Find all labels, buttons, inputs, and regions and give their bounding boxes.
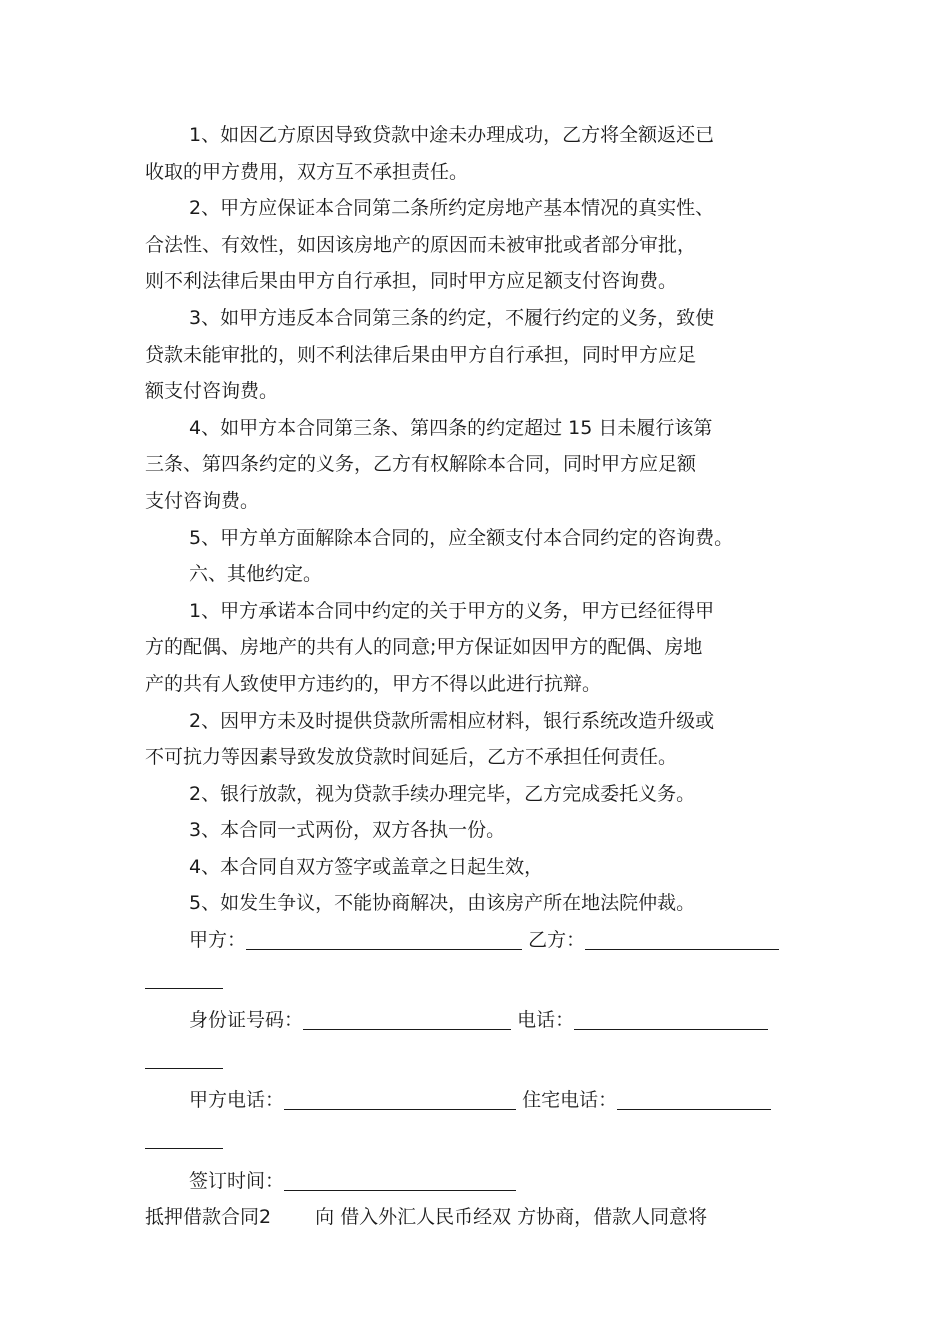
paragraph-line: 则不利法律后果由甲方自行承担，同时甲方应足额支付咨询费。 — [145, 270, 678, 293]
paragraph-line: 三条、第四条约定的义务，乙方有权解除本合同，同时甲方应足额 — [145, 453, 697, 476]
home-phone-label: 住宅电话： — [522, 1089, 618, 1112]
party-b-blank-continued[interactable] — [145, 966, 223, 989]
party-a-phone-label: 甲方电话： — [189, 1089, 285, 1112]
signature-row-phones — [145, 1082, 810, 1119]
paragraph-line: 1、如因乙方原因导致贷款中途未办理成功，乙方将全额返还已 — [189, 124, 715, 146]
paragraph-line: 4、本合同自双方签字或盖章之日起生效， — [189, 855, 544, 878]
party-b-label: 乙方： — [528, 929, 586, 952]
sign-date-label: 签订时间： — [189, 1169, 285, 1192]
paragraph-line: 方的配偶、房地产的共有人的同意;甲方保证如因甲方的配偶、房地 — [145, 636, 703, 659]
signature-continuation — [145, 1046, 810, 1083]
phone-blank[interactable] — [574, 1007, 768, 1030]
paragraph-line: 3、如甲方违反本合同第三条的约定，不履行约定的义务，致使 — [189, 306, 715, 329]
contract-body — [145, 117, 810, 1236]
signature-row-date — [145, 1163, 810, 1200]
paragraph-line: 不可抗力等因素导致发放贷款时间延后，乙方不承担任何责任。 — [145, 746, 678, 769]
paragraph-line: 1、甲方承诺本合同中约定的关于甲方的义务，甲方已经征得甲 — [189, 599, 715, 622]
paragraph-line: 产的共有人致使甲方违约的，甲方不得以此进行抗辩。 — [145, 672, 602, 695]
paragraph-line: 支付咨询费。 — [145, 489, 260, 512]
signature-continuation — [145, 966, 810, 1003]
party-a-label: 甲方： — [189, 929, 247, 952]
paragraph-line: 2、因甲方未及时提供贷款所需相应材料，银行系统改造升级或 — [189, 709, 715, 732]
party-b-blank[interactable] — [585, 927, 779, 950]
id-number-blank[interactable] — [303, 1007, 511, 1030]
id-number-label: 身份证号码： — [189, 1009, 304, 1032]
paragraph-line: 5、如发生争议，不能协商解决，由该房产所在地法院仲裁。 — [189, 892, 696, 915]
phone-blank-continued[interactable] — [145, 1046, 223, 1069]
next-contract-text: 向 借入外汇人民币经双 方协商，借款人同意将 — [315, 1206, 708, 1229]
signature-row-id — [145, 1002, 810, 1039]
sign-date-blank[interactable] — [284, 1168, 516, 1191]
paragraph-line: 2、甲方应保证本合同第二条所约定房地产基本情况的真实性、 — [189, 197, 715, 220]
party-a-phone-blank[interactable] — [284, 1087, 516, 1110]
paragraph-line: 4、如甲方本合同第三条、第四条的约定超过 15 日未履行该第 — [189, 416, 713, 439]
paragraph-line: 合法性、有效性，如因该房地产的原因而未被审批或者部分审批， — [145, 233, 697, 256]
paragraph-line: 收取的甲方费用，双方互不承担责任。 — [145, 160, 469, 183]
paragraph-line: 额支付咨询费。 — [145, 380, 279, 403]
phone-label: 电话： — [517, 1009, 575, 1032]
signature-row-parties — [145, 922, 810, 959]
home-phone-blank[interactable] — [617, 1087, 771, 1110]
paragraph-line: 3、本合同一式两份，双方各执一份。 — [189, 819, 506, 842]
signature-continuation — [145, 1126, 810, 1163]
home-phone-blank-continued[interactable] — [145, 1126, 223, 1149]
paragraph-line: 5、甲方单方面解除本合同的，应全额支付本合同约定的咨询费。 — [189, 526, 734, 549]
next-contract-line — [145, 1199, 810, 1236]
paragraph-line: 2、银行放款，视为贷款手续办理完毕，乙方完成委托义务。 — [189, 782, 696, 805]
paragraph-line: 贷款未能审批的，则不利法律后果由甲方自行承担，同时甲方应足 — [145, 343, 697, 366]
party-a-blank[interactable] — [246, 927, 522, 950]
section-heading: 六、其他约定。 — [189, 563, 323, 586]
next-contract-title: 抵押借款合同2 — [145, 1206, 272, 1229]
